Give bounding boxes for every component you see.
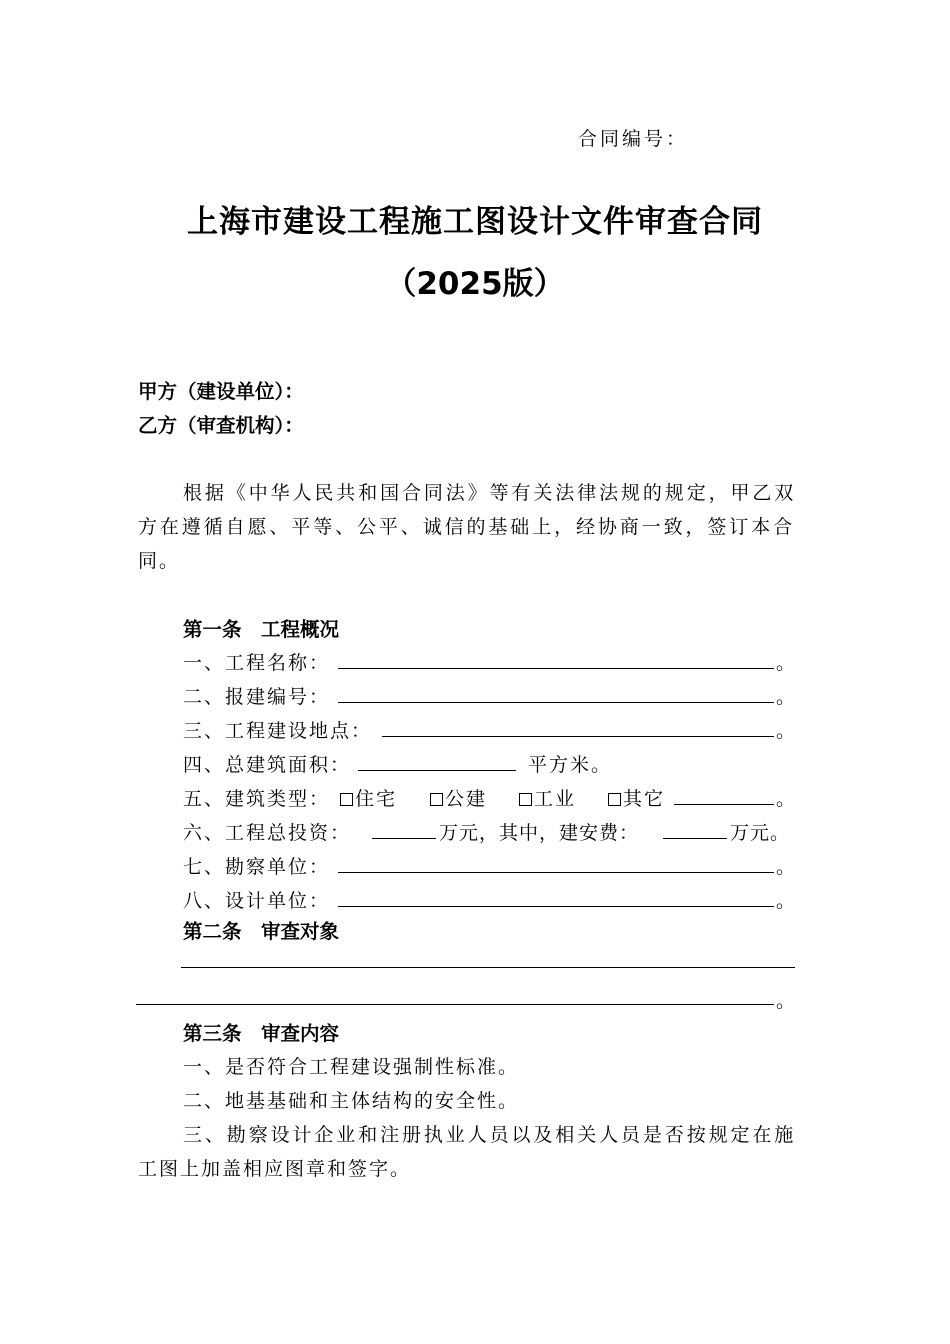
- total-investment-label: 六、工程总投资：: [183, 822, 352, 844]
- construction-cost-field[interactable]: [663, 838, 727, 839]
- preamble-line-2: 方在遵循自愿、平等、公平、诚信的基础上，经协商一致，签订本合: [138, 516, 796, 538]
- checkbox-icon[interactable]: [608, 793, 621, 806]
- design-unit-end: 。: [776, 890, 796, 912]
- preamble-line-3: 同。: [138, 550, 181, 572]
- document-title: 上海市建设工程施工图设计文件审查合同: [187, 204, 763, 240]
- site-location-end: 。: [776, 720, 796, 742]
- type-industrial-option[interactable]: 工业: [519, 784, 576, 811]
- review-object-end: 。: [776, 990, 796, 1012]
- type-residential-option[interactable]: 住宅: [340, 784, 397, 811]
- party-a-label: 甲方（建设单位）：: [138, 380, 304, 403]
- survey-unit-end: 。: [776, 856, 796, 878]
- construction-cost-unit: 万元。: [730, 822, 791, 844]
- site-location-label: 三、工程建设地点：: [183, 720, 373, 742]
- checkbox-icon[interactable]: [519, 793, 532, 806]
- floor-area-label: 四、总建筑面积：: [183, 754, 352, 776]
- preamble-line-1: 根据《中华人民共和国合同法》等有关法律法规的规定，甲乙双: [183, 482, 797, 504]
- total-investment-field[interactable]: [372, 838, 436, 839]
- review-object-field-2[interactable]: [136, 1004, 774, 1005]
- floor-area-unit: 平方米。: [528, 754, 613, 776]
- document-edition: （2025版）: [385, 266, 565, 302]
- design-unit-field[interactable]: [338, 906, 774, 907]
- project-name-label: 一、工程名称：: [183, 652, 331, 674]
- party-b-label: 乙方（审查机构）：: [138, 414, 304, 437]
- building-type-end: 。: [776, 788, 796, 810]
- project-name-end: 。: [776, 652, 796, 674]
- project-name-field[interactable]: [338, 668, 774, 669]
- review-item-3-line-1: 三、勘察设计企业和注册执业人员以及相关人员是否按规定在施: [183, 1124, 797, 1146]
- review-item-2: 二、地基基础和主体结构的安全性。: [183, 1090, 520, 1112]
- type-public-option[interactable]: 公建: [430, 784, 487, 811]
- registration-no-end: 。: [776, 686, 796, 708]
- investment-unit-text: 万元，其中，建安费：: [439, 822, 640, 844]
- type-other-option[interactable]: 其它: [608, 784, 665, 811]
- site-location-field[interactable]: [382, 736, 774, 737]
- review-item-1: 一、是否符合工程建设强制性标准。: [183, 1056, 520, 1078]
- article-1-heading: 第一条 工程概况: [183, 618, 340, 641]
- review-object-field-1[interactable]: [181, 967, 795, 968]
- registration-no-field[interactable]: [338, 702, 774, 703]
- contract-number-label: 合同编号：: [578, 128, 689, 150]
- checkbox-icon[interactable]: [340, 793, 353, 806]
- design-unit-label: 八、设计单位：: [183, 890, 331, 912]
- article-3-heading: 第三条 审查内容: [183, 1022, 340, 1045]
- floor-area-field[interactable]: [358, 770, 516, 771]
- survey-unit-field[interactable]: [338, 872, 774, 873]
- registration-no-label: 二、报建编号：: [183, 686, 331, 708]
- building-type-label: 五、建筑类型：: [183, 788, 331, 810]
- checkbox-icon[interactable]: [430, 793, 443, 806]
- survey-unit-label: 七、勘察单位：: [183, 856, 331, 878]
- article-2-heading: 第二条 审查对象: [183, 920, 340, 943]
- review-item-3-line-2: 工图上加盖相应图章和签字。: [138, 1158, 412, 1180]
- type-other-field[interactable]: [674, 804, 774, 805]
